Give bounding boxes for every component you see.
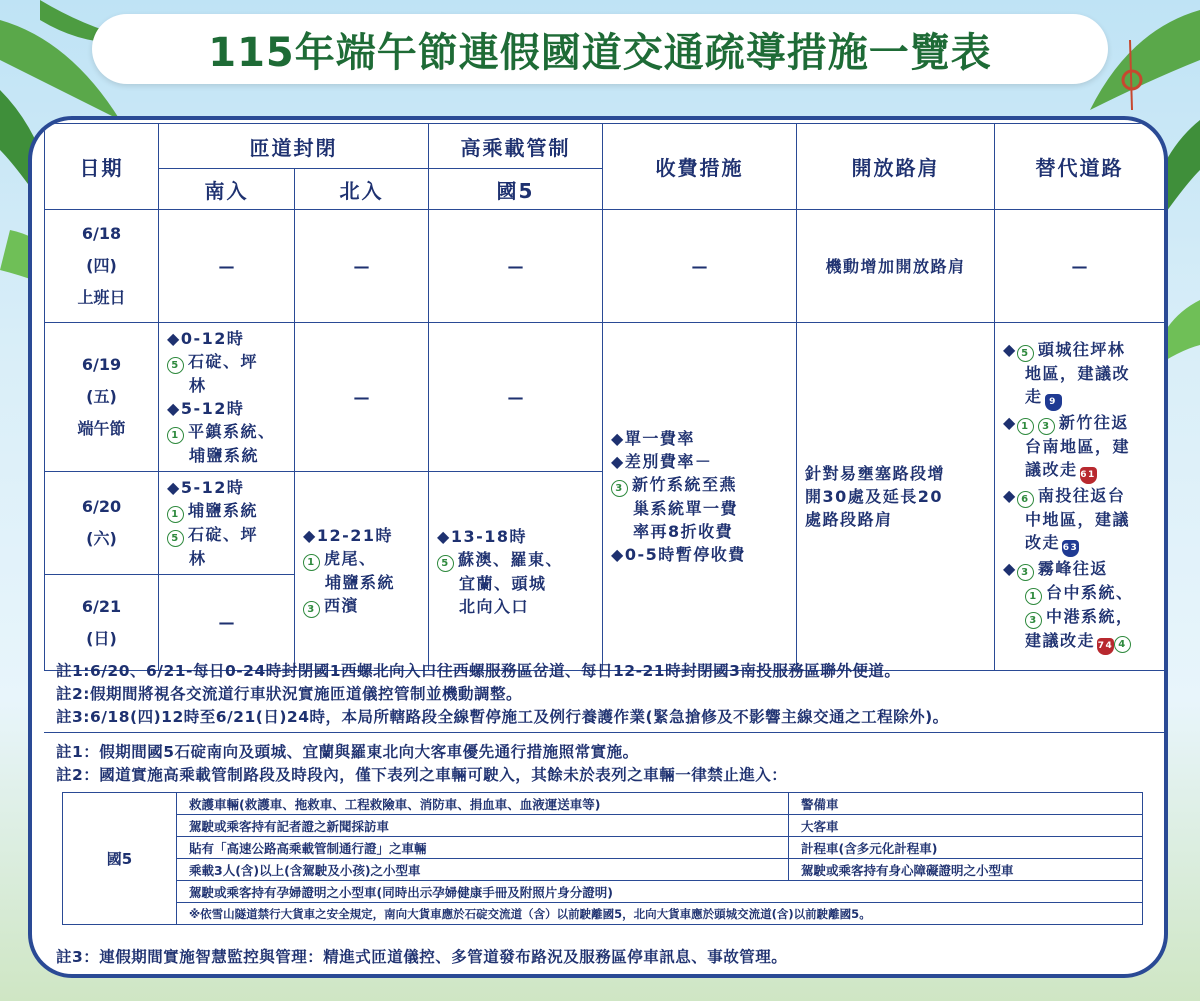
- freeway-5-icon: 5: [437, 555, 454, 572]
- time-range: 0-12時: [180, 329, 245, 348]
- alt-text: 新竹往返: [1058, 413, 1129, 432]
- hov-0620-0621: ◆13-18時 5 蘇澳、羅東、 宜蘭、頭城 北向入口: [429, 472, 603, 671]
- date-text: 6/21: [81, 596, 122, 616]
- toll-measures: ◆單一費率 ◆差別費率－ 3 新竹系統至燕 巢系統單一費 率再8折收費 ◆0-5時暫停收費: [603, 323, 797, 671]
- alt-text: 建議改走: [1025, 631, 1096, 650]
- header-south-in: 南入: [159, 169, 295, 210]
- freeway-3-icon: 3: [1017, 564, 1034, 581]
- allowed-vehicles-table: [62, 792, 1143, 925]
- ramp-name: 石碇、坪: [188, 525, 259, 544]
- time-range: 13-18時: [450, 526, 527, 546]
- freeway-1-icon: 1: [167, 427, 184, 444]
- vehicle-cell: 警備車: [789, 793, 1143, 815]
- shoulder-text: 開30處及延長20: [805, 487, 944, 506]
- shoulder-measures: [797, 323, 995, 671]
- notes-closures: [56, 660, 949, 729]
- time-range: 5-12時: [180, 478, 245, 497]
- alternate-0618: —: [995, 210, 1165, 323]
- weekday-text: (五): [86, 387, 117, 406]
- alt-text: 改走: [1025, 533, 1061, 552]
- freeway-3-icon: 3: [1025, 612, 1042, 629]
- note-3: 註3:6/18(四)12時至6/21(日)24時，本局所轄路段全線暫停施工及例行養護作業(緊急搶修及不影響主線交通之工程除外)。: [56, 708, 949, 726]
- toll-item: 新竹系統至燕: [632, 475, 738, 494]
- alt-text: 頭城往坪林: [1037, 340, 1126, 359]
- ramp-name: 埔鹽系統: [188, 501, 259, 520]
- toll-item: 差別費率－: [624, 452, 713, 471]
- note-3: 註3：連假期間實施智慧監控與管理：精進式匝道儀控、多管道發布路況及服務區停車訊息、事故管理。: [56, 948, 788, 966]
- date-text: 6/18: [81, 224, 122, 243]
- header-north-in: 北入: [295, 169, 429, 210]
- toll-item: 巢系統單一費: [633, 499, 739, 518]
- note-1: 註1:6/20、6/21-每日0-24時封閉國1西螺北向入口往西螺服務區岔道、每日12-21時封閉國3南投服務區聯外便道。: [56, 662, 901, 680]
- measures-table: [44, 123, 1165, 671]
- alt-text: 地區，建議改: [1025, 364, 1131, 383]
- alt-text: 台中系統、: [1046, 583, 1134, 602]
- day-type-text: 上班日: [77, 288, 126, 307]
- freeway-3-icon: 3: [303, 601, 320, 618]
- ramp-name: 北向入口: [459, 596, 530, 616]
- vehicle-cell: 駕駛或乘客持有記者證之新聞採訪車: [177, 815, 789, 837]
- header-hov-control: 高乘載管制: [429, 124, 603, 169]
- ramp-name: 宜蘭、頭城: [459, 573, 547, 593]
- ramp-name: 石碇、坪: [188, 352, 259, 371]
- vehicle-cell: 救護車輛(救護車、拖救車、工程救險車、消防車、捐血車、血液運送車等): [177, 793, 789, 815]
- freeway-1-icon: 1: [167, 506, 184, 523]
- header-date: 日期: [45, 124, 159, 210]
- south-in-0621: —: [159, 575, 295, 671]
- provincial-road-4-icon: 4: [1114, 636, 1131, 653]
- note-2: 註2：國道實施高乘載管制路段及時段內，僅下表列之車輛可駛入，其餘未於表列之車輛一律禁止進入：: [56, 766, 788, 784]
- hov-0619: —: [429, 323, 603, 472]
- section-divider: [44, 732, 1164, 733]
- freeway-5-icon: 5: [167, 357, 184, 374]
- ramp-name: 埔鹽系統: [189, 446, 260, 465]
- header-ramp-closure: 匝道封閉: [159, 124, 429, 169]
- south-in-0620: ◆5-12時 1 埔鹽系統 5 石碇、坪 林: [159, 472, 295, 575]
- north-in-0618: —: [295, 210, 429, 323]
- vehicle-cell: 駕駛或乘客持有身心障礙證明之小型車: [789, 859, 1143, 881]
- date-cell-0618: [45, 210, 159, 323]
- freeway-5-icon: 5: [167, 530, 184, 547]
- page-title: 115年端午節連假國道交通疏導措施一覽表: [92, 14, 1108, 84]
- header-hov-road: 國5: [429, 169, 603, 210]
- vehicle-cell: 駕駛或乘客持有孕婦證明之小型車(同時出示孕婦健康手冊及附照片身分證明): [177, 881, 1143, 903]
- day-type-text: 端午節: [77, 419, 126, 438]
- expressway-63-icon: 63: [1062, 540, 1079, 557]
- note-2: 註2:假期間將視各交流道行車狀況實施匝道儀控管制並機動調整。: [56, 685, 522, 703]
- freeway-3-icon: 3: [1038, 418, 1055, 435]
- vehicle-cell: 乘載3人(含)以上(含駕駛及小孩)之小型車: [177, 859, 789, 881]
- ramp-name: 西濱: [324, 596, 360, 615]
- toll-0618: —: [603, 210, 797, 323]
- freeway-6-icon: 6: [1017, 491, 1034, 508]
- freeway-1-icon: 1: [303, 554, 320, 571]
- ramp-name: 虎尾、: [324, 549, 377, 568]
- south-in-0619: ◆0-12時 5 石碇、坪 林 ◆5-12時 1 平鎮系統、 埔鹽系統: [159, 323, 295, 472]
- hov-road-label: 國5: [63, 793, 177, 925]
- ramp-name: 蘇澳、羅東、: [458, 549, 564, 569]
- ramp-name: 林: [189, 376, 207, 395]
- alt-text: 中地區，建議: [1025, 510, 1131, 529]
- alt-text: 中港系統，: [1046, 607, 1134, 626]
- date-cell-0619: [45, 323, 159, 472]
- freeway-1-icon: 1: [1017, 418, 1034, 435]
- alt-text: 議改走: [1025, 460, 1078, 479]
- weekday-text: (四): [86, 256, 117, 275]
- measures-card: [28, 116, 1168, 978]
- date-cell-0621: [45, 575, 159, 671]
- alt-text: 台南地區，建: [1025, 437, 1131, 456]
- weekday-text: (日): [86, 628, 117, 648]
- note-1: 註1：假期間國5石碇南向及頭城、宜蘭與羅東北向大客車優先通行措施照常實施。: [56, 743, 639, 761]
- weekday-text: (六): [86, 529, 117, 548]
- date-cell-0620: [45, 472, 159, 575]
- header-shoulder: 開放路肩: [797, 124, 995, 210]
- ramp-name: 埔鹽系統: [325, 573, 396, 592]
- north-in-0620-0621: ◆12-21時 1 虎尾、 埔鹽系統 3 西濱: [295, 472, 429, 671]
- header-alternate: 替代道路: [995, 124, 1165, 210]
- shoulder-text: 處路段路肩: [805, 510, 893, 529]
- header-toll: 收費措施: [603, 124, 797, 210]
- freeway-3-icon: 3: [611, 480, 628, 497]
- date-text: 6/20: [81, 497, 122, 516]
- toll-item: 單一費率: [624, 429, 695, 448]
- toll-item: 0-5時暫停收費: [624, 545, 746, 564]
- toll-item: 率再8折收費: [633, 522, 734, 541]
- vehicle-cell: 計程車(含多元化計程車): [789, 837, 1143, 859]
- hov-0618: —: [429, 210, 603, 323]
- alt-text: 霧峰往返: [1037, 559, 1108, 578]
- time-range: 12-21時: [316, 526, 393, 545]
- date-text: 6/19: [81, 355, 122, 374]
- notes-smart-management: [56, 946, 787, 969]
- alt-text: 南投往返台: [1037, 486, 1126, 505]
- freeway-1-icon: 1: [1025, 588, 1042, 605]
- time-range: 5-12時: [180, 399, 245, 418]
- expressway-74-icon: 74: [1097, 638, 1114, 655]
- alt-text: 走: [1025, 387, 1043, 406]
- ramp-name: 林: [189, 549, 207, 568]
- expressway-9-icon: 9: [1045, 394, 1062, 411]
- truck-restriction-note: ※依雪山隧道禁行大貨車之安全規定，南向大貨車應於石碇交流道（含）以前駛離國5，北向大貨車應於頭城交流道(含)以前駛離國5。: [177, 903, 1143, 925]
- shoulder-0618: 機動增加開放路肩: [797, 210, 995, 323]
- freeway-5-icon: 5: [1017, 345, 1034, 362]
- vehicle-cell: 貼有「高速公路高乘載管制通行證」之車輛: [177, 837, 789, 859]
- ramp-name: 平鎮系統、: [188, 422, 276, 441]
- shoulder-text: 針對易壅塞路段增: [805, 464, 946, 483]
- alternate-routes: ◆ 5 頭城往坪林 地區，建議改 走 9 ◆ 1 3 新竹往返 台南地區，建 議改走 61 ◆ 6 南投往返台 中地區，建議 改走 63 ◆ 3 霧峰往返 1 台中系統、 3 中港系統， 建議改走 74 4: [995, 323, 1165, 671]
- south-in-0618: —: [159, 210, 295, 323]
- notes-hov: [56, 741, 787, 787]
- north-in-0619: —: [295, 323, 429, 472]
- vehicle-cell: 大客車: [789, 815, 1143, 837]
- expressway-61-icon: 61: [1080, 467, 1097, 484]
